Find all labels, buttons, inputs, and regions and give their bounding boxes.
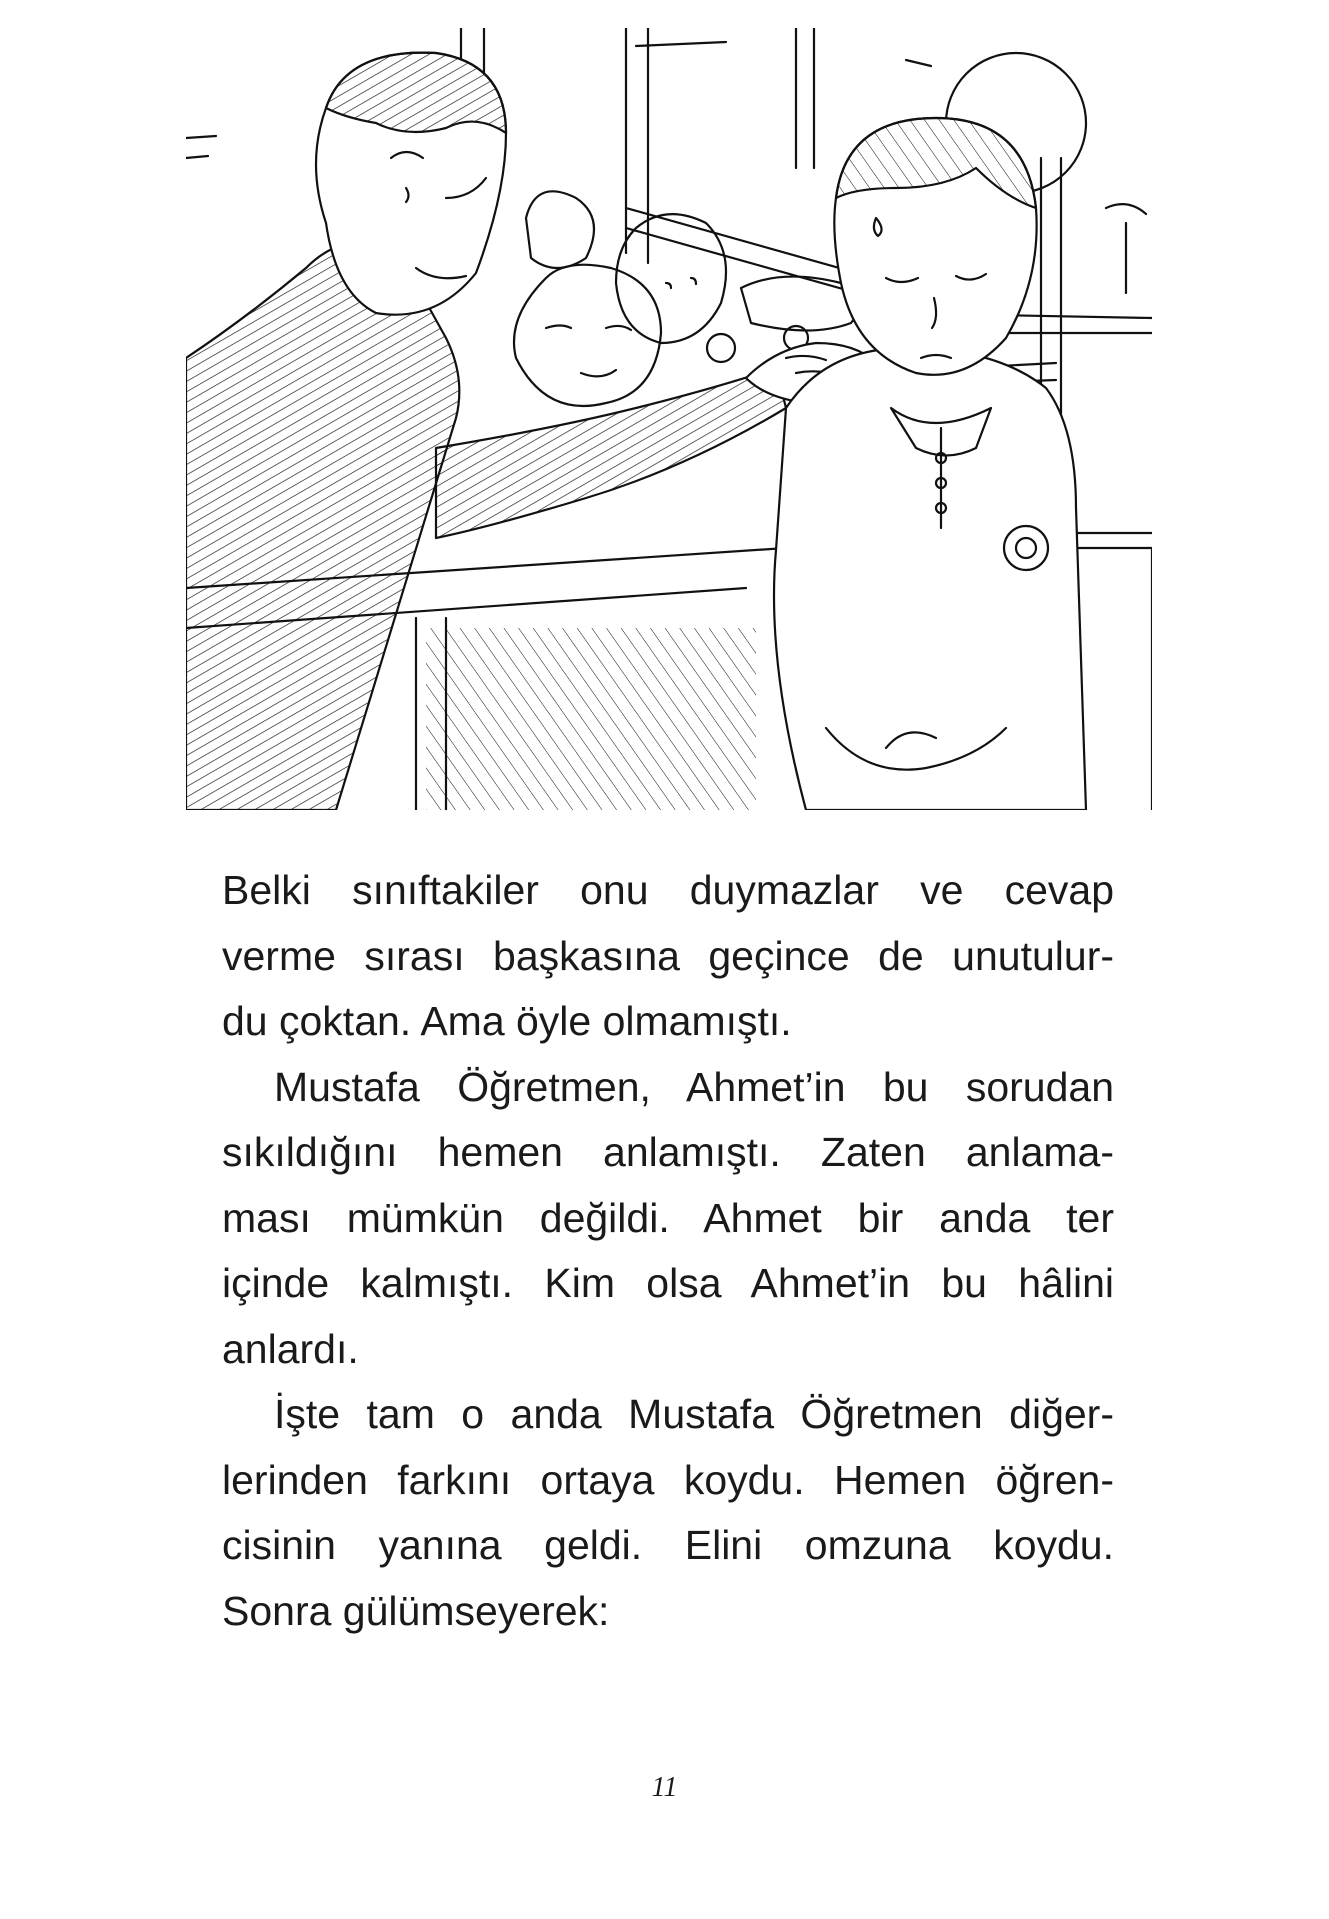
text-line: Mustafa Öğretmen, Ahmet’in bu sorudan <box>274 1063 1114 1110</box>
text-line: verme sırası başkasına geçince de unutulur- <box>222 932 1114 979</box>
text-line: ması mümkün değildi. Ahmet bir anda ter <box>222 1194 1114 1241</box>
text-line: sıkıldığını hemen anlamıştı. Zaten anlama- <box>222 1129 1114 1175</box>
classroom-illustration <box>186 28 1152 810</box>
text-line: anlardı. <box>222 1325 359 1372</box>
text-line: cisinin yanına geldi. Elini omzuna koydu. <box>222 1522 1114 1568</box>
text-line: İşte tam o anda Mustafa Öğretmen diğer- <box>274 1391 1114 1437</box>
paragraph-2 <box>222 1055 1114 1383</box>
text-line: Belki sınıftakiler onu duymazlar ve cevap <box>222 867 1114 913</box>
page-number: 11 <box>651 1772 678 1803</box>
paragraph-3 <box>222 1382 1114 1644</box>
text-line: du çoktan. Ama öyle olmamıştı. <box>222 998 792 1044</box>
text-line: içinde kalmıştı. Kim olsa Ahmet’in bu hâlini <box>222 1260 1114 1306</box>
paragraph-1 <box>222 858 1114 1055</box>
story-text <box>222 858 1114 1644</box>
text-line: lerinden farkını ortaya koydu. Hemen öğren- <box>222 1456 1114 1503</box>
text-line: Sonra gülümseyerek: <box>222 1587 610 1634</box>
